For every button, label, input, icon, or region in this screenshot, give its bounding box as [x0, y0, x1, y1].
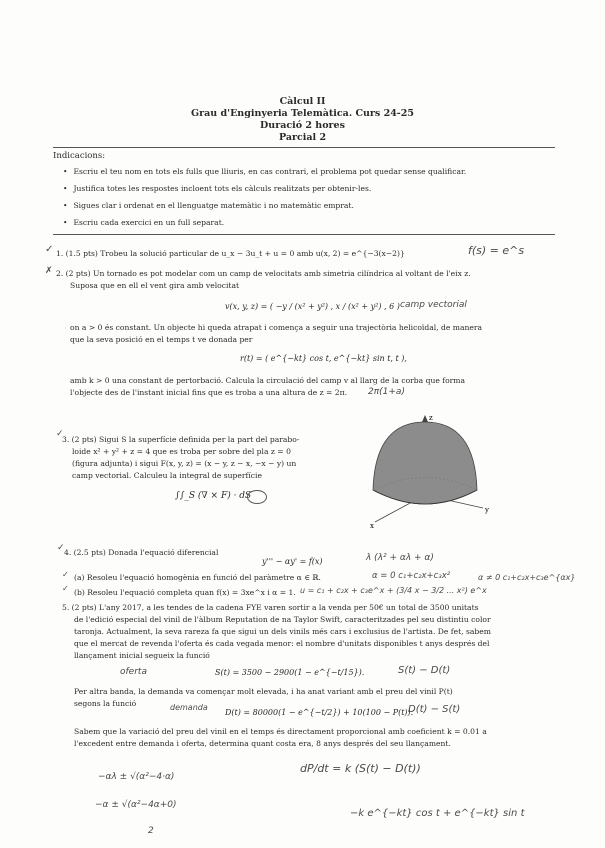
duration-line: Duració 2 hores	[260, 120, 345, 131]
problem-4a: (a) Resoleu l'equació homogènia en funció del paràmetre α ∈ ℝ.	[74, 573, 321, 582]
handwritten-note: demanda	[170, 703, 208, 712]
instructions-rule	[53, 234, 555, 235]
handwritten-note: camp vectorial	[400, 300, 467, 310]
handwritten-ode: dP/dt = k (S(t) − D(t))	[300, 762, 421, 775]
scratch-work: 2	[148, 826, 154, 836]
instruction-item: • Sigues clar i ordenat en el llenguatge matemàtic i no matemàtic emprat.	[63, 201, 354, 210]
problem-2-line: l'objecte des de l'instant inicial fins que es troba a una altura de z = 2π.	[70, 388, 348, 397]
exam-name: Parcial 2	[278, 132, 327, 143]
problem-2-line: 2. (2 pts) Un tornado es pot modelar com un camp de velocitats amb simetria cilíndrica al voltant de l'eix z.	[56, 269, 471, 278]
problem-5-line: taronja. Actualment, la seva rareza fa que sigui un dels vinils més cars i exclusius de l'artista. De fet, sabem	[74, 627, 491, 636]
supply-formula: S(t) = 3500 − 2900(1 − e^{−t/15}).	[215, 668, 365, 677]
surface-integral: ∫∫_S (∇ × F) · dS	[175, 491, 252, 501]
problem-5-line: 5. (2 pts) L'any 2017, a les tendes de la cadena FYE varen sortir a la venda per 50€ un total de 3500 unitats	[62, 603, 479, 612]
problem-5-line: Sabem que la variació del preu del vinil en el temps és directament proporcional amb coeficient k = 0.01 a	[74, 727, 487, 736]
cross-mark: ✗	[45, 266, 53, 276]
instruction-item: • Escriu el teu nom en tots els fulls que lliuris, en cas contrari, el problema pot quedar sense qualificar.	[63, 167, 466, 176]
problem-2-line: on a > 0 és constant. Un objecte hi queda atrapat i comença a seguir una trajectòria helicoïdal, de manera	[70, 323, 483, 332]
problem-5-line: que el mercat de revenda l'oferta és cada vegada menor: el nombre d'unitats disponibles t anys després del	[74, 639, 490, 648]
scratch-work: −α ± √(α²−4α+0)	[95, 800, 177, 810]
paraboloid-figure	[355, 410, 495, 530]
axis-label-y: y	[485, 506, 489, 514]
problem-3-line: 3. (2 pts) Sigui S la superfície definida per la part del parabo-	[62, 435, 300, 444]
axis-label-z: z	[429, 414, 433, 422]
problem-5-line: Per altra banda, la demanda va començar molt elevada, i ha anat variant amb el preu del vinil P(t)	[74, 687, 453, 696]
problem-3-line: camp vectorial. Calculeu la integral de superfície	[72, 471, 262, 480]
handwritten-answer: u = c₁ + c₂x + c₃e^x + (3/4 x − 3/2 ... x²) e^x	[300, 586, 487, 595]
paraboloid-surface	[373, 422, 477, 504]
problem-2-line: amb k > 0 una constant de pertorbació. Calcula la circulació del camp v al llarg de la corba que forma	[70, 376, 465, 385]
handwritten-answer: S(t) − D(t)	[398, 665, 451, 676]
scratch-work: −αλ ± √(α²−4·α)	[98, 772, 175, 782]
axis-label-x: x	[370, 522, 374, 530]
scratch-work: −k e^{−kt} cos t + e^{−kt} sin t	[350, 808, 525, 819]
velocity-field-formula: v(x, y, z) = ( −y / (x² + y²) , x / (x² + y²) , 6 )	[225, 302, 400, 311]
handwritten-answer: α ≠ 0 c₁+c₂x+c₃e^{αx}	[478, 573, 576, 582]
problem-3-line: (figura adjunta) i sigui F(x, y, z) = (x − y, z − x, −x − y) un	[72, 459, 297, 468]
path-formula: r(t) = ( e^{−kt} cos t, e^{−kt} sin t, t ),	[240, 354, 407, 363]
handwritten-circle	[247, 490, 267, 504]
instruction-item: • Justifica totes les respostes incloent tots els càlculs realitzats per obtenir-les.	[63, 184, 371, 193]
handwritten-answer: 2π(1+a)	[368, 387, 405, 397]
handwritten-answer: α = 0 c₁+c₂x+c₃x²	[372, 571, 451, 581]
check-mark: ✓	[62, 584, 69, 593]
check-mark: ✓	[45, 244, 54, 255]
check-mark: ✓	[62, 570, 69, 579]
ode-formula: y''' − αy' = f(x)	[262, 557, 323, 566]
problem-3-line: loide x² + y² + z = 4 que es troba per sobre del pla z = 0	[72, 447, 291, 456]
problem-5-line: llançament inicial segueix la funció	[74, 651, 210, 660]
problem-1: 1. (1.5 pts) Trobeu la solució particular de u_x − 3u_t + u = 0 amb u(x, 2) = e^{−3(x−2)}	[56, 249, 405, 258]
handwritten-answer: f(s) = e^s	[468, 244, 525, 257]
instruction-item: • Escriu cada exercici en un full separat.	[63, 218, 224, 227]
problem-2-line: que la seva posició en el temps t ve donada per	[70, 335, 253, 344]
problem-4b: (b) Resoleu l'equació completa quan f(x) = 3xe^x i α = 1.	[74, 588, 296, 597]
instructions-heading: Indicacions:	[53, 151, 106, 161]
course-title: Càlcul II	[279, 96, 326, 107]
demand-formula: D(t) = 80000(1 − e^{−t/2}) + 10(100 − P(t)).	[225, 708, 414, 717]
problem-5-line: l'excedent entre demanda i oferta, determina quant costa era, 8 anys després del seu llançament.	[74, 739, 451, 748]
check-mark: ✓	[57, 543, 65, 553]
degree-line: Grau d'Enginyeria Telemàtica. Curs 24-25	[191, 108, 414, 119]
handwritten-note: λ (λ² + αλ + α)	[366, 553, 434, 563]
problem-4-line: 4. (2.5 pts) Donada l'equació diferencial	[64, 548, 219, 557]
handwritten-note: oferta	[120, 667, 147, 677]
problem-5-line: de l'edició especial del vinil de l'àlbum Reputation de na Taylor Swift, caracteritzades pel seu distintiu color	[74, 615, 491, 624]
handwritten-answer: D(t) − S(t)	[408, 704, 461, 715]
check-mark: ✓	[56, 429, 64, 439]
problem-2-line: Suposa que en ell el vent gira amb velocitat	[70, 281, 240, 290]
header-rule	[53, 147, 555, 148]
problem-5-line: segons la funció	[74, 699, 137, 708]
